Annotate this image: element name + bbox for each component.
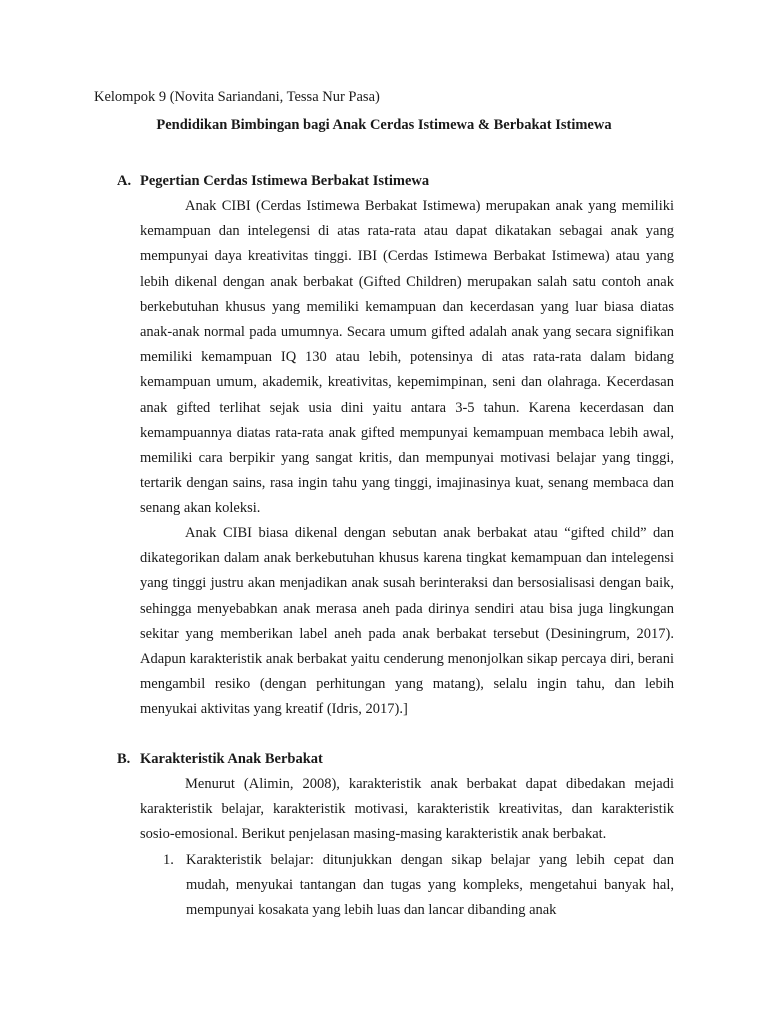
list-item-number: 1. xyxy=(163,852,174,868)
section-a-paragraph-1: Anak CIBI (Cerdas Istimewa Berbakat Istimewa) merupakan anak yang memiliki kemampuan dan intelegensi di atas rata-rata atau dapat dikatakan sebagai anak yang mempunyai daya kreativitas tinggi. IBI (Cerdas Istimewa Berbakat Istimewa) atau yang lebih dikenal dengan anak berbakat (Gifted Children) merupakan salah satu contoh anak berkebutuhan khusus yang memiliki kemampuan dan kecerdasan yang luar biasa diatas anak-anak normal pada umumnya. Secara umum gifted adalah anak yang secara signifikan memiliki kemampuan IQ 130 atau lebih, potensinya di atas rata-rata dalam bidang kemampuan umum, akademik, kreativitas, kepemimpinan, seni dan olahraga. Kecerdasan anak gifted terlihat sejak usia dini yaitu antara 3-5 tahun. Karena kecerdasan dan kemampuannya diatas rata-rata anak gifted mempunyai kemampuan membaca lebih awal, memiliki cara berpikir yang sangat kritis, dan mempunyai motivasi belajar yang tinggi, tertarik dengan sains, rasa ingin tahu yang tinggi, imajinasinya kuat, senang membaca dan senang akan koleksi. xyxy=(140,198,674,517)
section-b-paragraph-1: Menurut (Alimin, 2008), karakteristik anak berbakat dapat dibedakan mejadi karakteristik belajar, karakteristik motivasi, karakteristik kreativitas, dan karakteristik sosio-emosional. Berikut penjelasan masing-masing karakteristik anak berbakat. xyxy=(140,776,674,843)
section-a-title: Pegertian Cerdas Istimewa Berbakat Istimewa xyxy=(140,173,430,189)
section-a-paragraph-2: Anak CIBI biasa dikenal dengan sebutan anak berbakat atau “gifted child” dan dikategorikan dalam anak berkebutuhan khusus karena tingkat kemampuan dan intelegensi yang tinggi justru akan menjadikan anak susah berinteraksi dan bersosialisasi dengan baik, sehingga menyebabkan anak merasa aneh pada dirinya sendiri atau bisa juga lingkungan sekitar yang memberikan label aneh pada anak berbakat tersebut (Desiningrum, 2017). Adapun karakteristik anak berbakat yaitu cenderung menonjolkan sikap percaya diri, berani mengambil resiko (dengan perhitungan yang matang), selalu ingin tahu, dan lebih menyukai aktivitas yang kreatif (Idris, 2017).] xyxy=(140,525,674,718)
list-item xyxy=(163,848,674,924)
group-header: Kelompok 9 (Novita Sariandani, Tessa Nur Pasa) xyxy=(94,89,380,105)
section-b-heading xyxy=(117,750,323,768)
document-title: Pendidikan Bimbingan bagi Anak Cerdas Istimewa & Berbakat Istimewa xyxy=(156,117,612,133)
list-item-text: Karakteristik belajar: ditunjukkan dengan sikap belajar yang lebih cepat dan mudah, menyukai tantangan dan tugas yang kompleks, mengetahui banyak hal, mempunyai kosakata yang lebih luas dan lancar dibanding anak xyxy=(186,852,674,919)
section-a-label: A. xyxy=(117,173,132,189)
section-a-heading xyxy=(117,172,429,190)
section-b-title: Karakteristik Anak Berbakat xyxy=(140,751,323,767)
section-b-label: B. xyxy=(117,751,131,767)
